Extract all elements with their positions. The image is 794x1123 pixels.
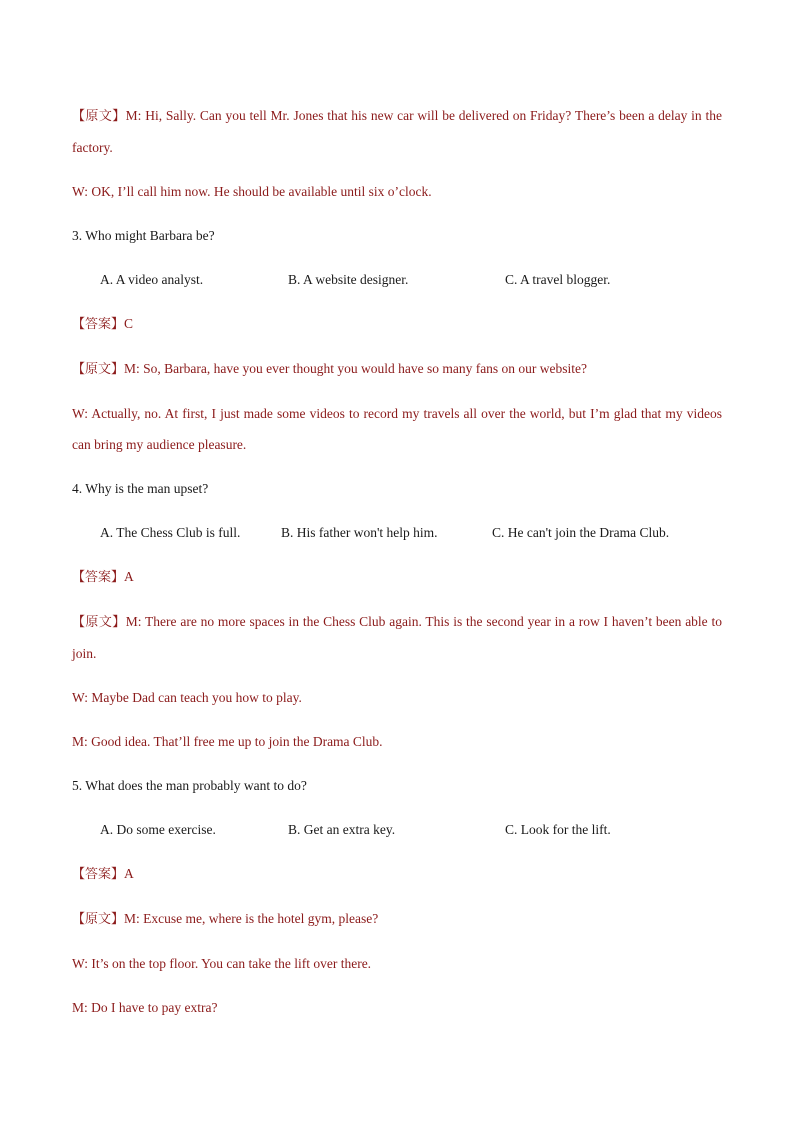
q4-option-b: B. His father won't help him. (281, 525, 438, 540)
q5-option-b: B. Get an extra key. (288, 822, 396, 837)
q3-answer (72, 308, 722, 340)
transcript-tag: 【原文】 (72, 109, 126, 124)
answer-value: A (124, 866, 134, 881)
transcript-line: M: So, Barbara, have you ever thought you would have so many fans on our website? (124, 361, 588, 376)
answer-value: C (124, 316, 134, 331)
q5-answer (72, 858, 722, 890)
q4-options (72, 517, 722, 548)
q3-option-a: A. A video analyst. (100, 272, 204, 287)
q4-question: 4. Why is the man upset? (72, 481, 209, 496)
answer-tag: 【答案】 (72, 570, 125, 585)
q5-question: 5. What does the man probably want to do? (72, 778, 307, 793)
answer-tag: 【答案】 (72, 867, 125, 882)
q3-option-b: B. A website designer. (288, 272, 409, 287)
q3-transcript-man (72, 353, 722, 385)
transcript-tag: 【原文】 (72, 362, 125, 377)
q4-answer (72, 561, 722, 593)
q3-question: 3. Who might Barbara be? (72, 228, 215, 243)
q5-transcript-man (72, 903, 722, 935)
q4-transcript-woman: W: Maybe Dad can teach you how to play. (72, 690, 302, 705)
q5-option-c: C. Look for the lift. (505, 822, 611, 837)
q3-option-c: C. A travel blogger. (505, 272, 611, 287)
answer-tag: 【答案】 (72, 317, 125, 332)
q4-transcript-man (72, 606, 722, 669)
q5-transcript-woman: W: It’s on the top floor. You can take the lift over there. (72, 956, 372, 971)
q5-option-a: A. Do some exercise. (100, 822, 216, 837)
document-page (72, 100, 722, 1036)
answer-value: A (124, 569, 134, 584)
transcript-line: M: Hi, Sally. Can you tell Mr. Jones that his new car will be delivered on Friday? There’s been a delay in the factory. (72, 108, 722, 155)
transcript-tag: 【原文】 (72, 615, 126, 630)
transcript-line: M: Excuse me, where is the hotel gym, please? (124, 911, 379, 926)
transcript-tag: 【原文】 (72, 912, 125, 927)
q5-transcript-man-2: M: Do I have to pay extra? (72, 1000, 218, 1015)
q4-option-a: A. The Chess Club is full. (100, 525, 241, 540)
q4-transcript-man-2: M: Good idea. That’ll free me up to join the Drama Club. (72, 734, 383, 749)
q2-transcript-woman: W: OK, I’ll call him now. He should be available until six o’clock. (72, 184, 432, 199)
q2-transcript-man (72, 100, 722, 163)
transcript-line: M: There are no more spaces in the Chess Club again. This is the second year in a row I haven’t been able to join. (72, 614, 722, 661)
q5-options (72, 814, 722, 845)
q3-options (72, 264, 722, 295)
q4-option-c: C. He can't join the Drama Club. (492, 525, 670, 540)
q3-transcript-woman: W: Actually, no. At first, I just made some videos to record my travels all over the world, but I’m glad that my videos can bring my audience pleasure. (72, 406, 722, 452)
